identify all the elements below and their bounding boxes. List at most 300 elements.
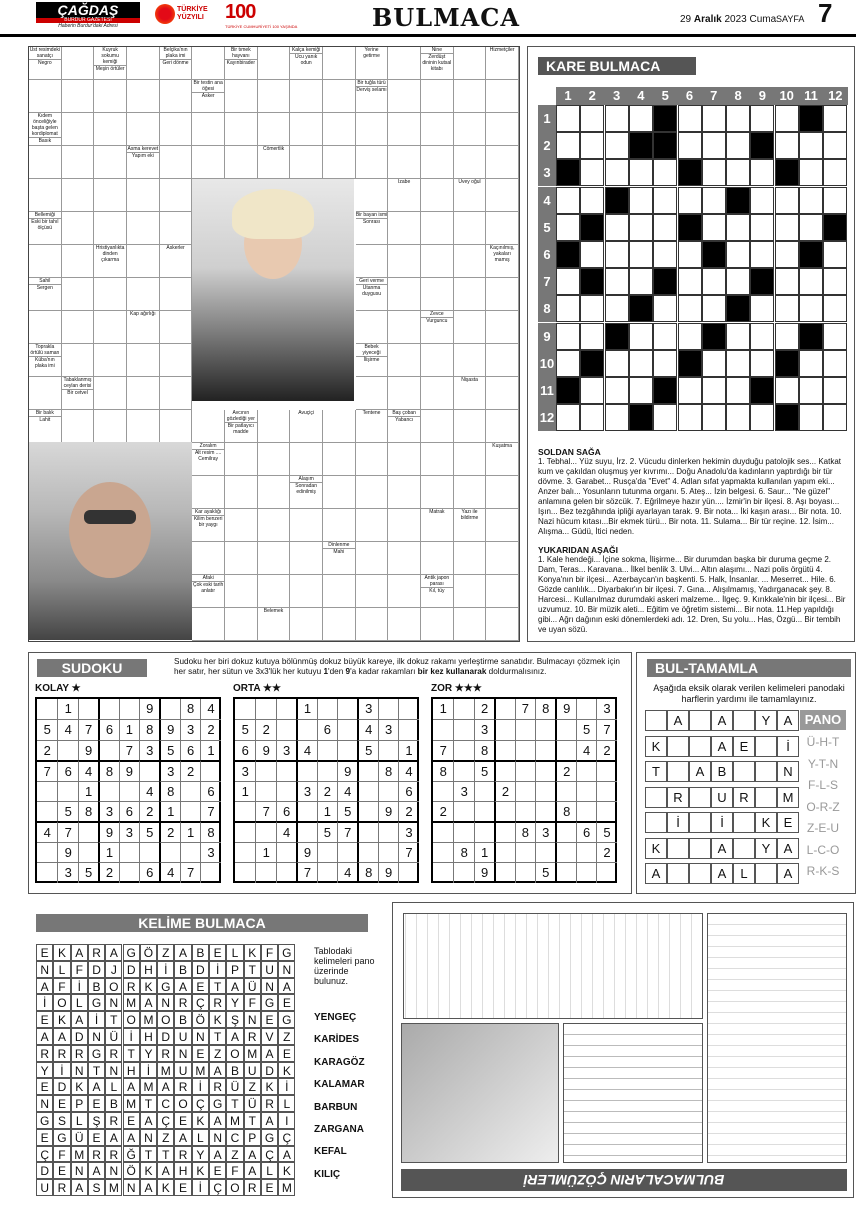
sudoku-empty-cell[interactable] [337,719,358,740]
word-search-letter[interactable]: A [105,1129,122,1146]
sudoku-empty-cell[interactable] [515,760,536,781]
kare-cell[interactable] [653,241,677,268]
crossword-cell[interactable] [486,542,519,575]
crossword-cell[interactable] [290,509,323,542]
word-search-letter[interactable]: E [88,1095,105,1112]
word-search-letter[interactable]: Ö [123,1162,140,1179]
word-search-letter[interactable]: A [174,978,191,995]
crossword-cell[interactable] [388,344,421,377]
crossword-cell[interactable] [290,113,323,146]
word-search-letter[interactable]: İ [53,1062,70,1079]
sudoku-empty-cell[interactable] [555,862,576,883]
bul-tamamla-empty[interactable] [689,838,711,859]
sudoku-empty-cell[interactable] [453,821,474,842]
crossword-cell[interactable] [258,476,291,509]
word-search-letter[interactable]: D [192,961,209,978]
crossword-cell[interactable] [290,542,323,575]
crossword-cell[interactable] [356,377,389,410]
crossword-cell[interactable] [127,179,160,212]
kare-cell[interactable] [823,377,847,404]
kare-cell[interactable] [605,377,629,404]
sudoku-empty-cell[interactable] [98,740,119,761]
sudoku-empty-cell[interactable] [296,760,317,781]
crossword-cell[interactable] [356,146,389,179]
word-search-letter[interactable]: J [105,961,122,978]
word-search-letter[interactable]: Y [36,1062,53,1079]
kare-cell[interactable] [556,187,580,214]
word-search-letter[interactable]: Ü [71,1129,88,1146]
word-search-letter[interactable]: N [88,1028,105,1045]
kare-cell[interactable] [580,132,604,159]
word-search-letter[interactable]: P [244,1129,261,1146]
word-search-letter[interactable]: Ö [192,1011,209,1028]
word-search-letter[interactable]: S [53,1112,70,1129]
sudoku-empty-cell[interactable] [453,760,474,781]
word-search-letter[interactable]: T [123,1045,140,1062]
sudoku-empty-cell[interactable] [255,862,276,883]
sudoku-empty-cell[interactable] [535,781,556,802]
word-search-letter[interactable]: H [174,1162,191,1179]
crossword-cell[interactable] [192,476,225,509]
word-search-letter[interactable]: Ç [157,1112,174,1129]
word-search-letter[interactable]: O [226,1179,243,1196]
word-search-letter[interactable]: Ş [88,1112,105,1129]
word-search-letter[interactable]: B [88,978,105,995]
sudoku-empty-cell[interactable] [576,760,597,781]
word-search-letter[interactable]: T [140,1146,157,1163]
kare-cell[interactable] [726,323,750,350]
crossword-cell[interactable] [486,179,519,212]
word-search-letter[interactable]: G [209,1095,226,1112]
sudoku-empty-cell[interactable] [37,781,58,802]
kare-cell[interactable] [580,159,604,186]
word-search-letter[interactable]: A [123,1078,140,1095]
word-search-letter[interactable]: F [71,961,88,978]
crossword-cell[interactable] [192,542,225,575]
kare-cell[interactable] [799,132,823,159]
crossword-cell[interactable] [486,278,519,311]
word-search-letter[interactable]: R [88,944,105,961]
word-search-letter[interactable]: A [244,1162,261,1179]
kare-cell[interactable] [605,159,629,186]
word-search-letter[interactable]: D [88,961,105,978]
crossword-cell[interactable] [62,344,95,377]
crossword-cell[interactable] [62,410,95,443]
kare-cell[interactable] [775,377,799,404]
sudoku-empty-cell[interactable] [515,781,536,802]
crossword-cell[interactable] [29,245,62,278]
crossword-cell[interactable] [454,212,487,245]
sudoku-empty-cell[interactable] [596,801,617,822]
word-search-letter[interactable]: R [53,1045,70,1062]
word-search-letter[interactable]: U [174,1062,191,1079]
crossword-cell[interactable] [160,311,193,344]
sudoku-empty-cell[interactable] [180,801,201,822]
crossword-cell[interactable] [356,542,389,575]
word-search-letter[interactable]: K [244,944,261,961]
kare-cell[interactable] [678,268,702,295]
crossword-cell[interactable] [421,179,454,212]
sudoku-empty-cell[interactable] [119,842,140,863]
word-search-letter[interactable]: G [36,1112,53,1129]
word-search-letter[interactable]: C [157,1095,174,1112]
kare-cell[interactable] [750,214,774,241]
crossword-cell[interactable] [454,344,487,377]
sudoku-empty-cell[interactable] [337,842,358,863]
crossword-cell[interactable] [192,608,225,641]
crossword-cell[interactable] [258,80,291,113]
crossword-cell[interactable] [454,278,487,311]
bul-tamamla-empty[interactable] [689,710,711,731]
crossword-cell[interactable] [454,146,487,179]
crossword-cell[interactable] [486,80,519,113]
bul-tamamla-empty[interactable] [689,812,711,833]
word-search-letter[interactable]: M [123,994,140,1011]
crossword-cell[interactable] [192,113,225,146]
crossword-cell[interactable] [323,410,356,443]
word-search-letter[interactable]: Ç [261,1146,278,1163]
kare-cell[interactable] [799,350,823,377]
word-search-letter[interactable]: R [88,1146,105,1163]
kare-cell[interactable] [750,350,774,377]
bul-tamamla-empty[interactable] [667,838,689,859]
kare-cell[interactable] [775,241,799,268]
crossword-cell[interactable] [225,476,258,509]
word-search-letter[interactable]: E [209,944,226,961]
kare-cell[interactable] [799,268,823,295]
crossword-cell[interactable] [127,80,160,113]
sudoku-empty-cell[interactable] [515,862,536,883]
kare-cell[interactable] [580,187,604,214]
bul-tamamla-empty[interactable] [755,736,777,757]
crossword-cell[interactable] [356,245,389,278]
kare-cell[interactable] [750,323,774,350]
sudoku-empty-cell[interactable] [235,821,256,842]
sudoku-empty-cell[interactable] [317,842,338,863]
crossword-cell[interactable] [62,146,95,179]
bul-tamamla-empty[interactable] [667,761,689,782]
kare-cell[interactable] [629,377,653,404]
word-search-letter[interactable]: İ [209,961,226,978]
bul-tamamla-empty[interactable] [733,838,755,859]
word-search-letter[interactable]: M [192,1062,209,1079]
word-search-letter[interactable]: M [226,1112,243,1129]
kare-cell[interactable] [605,350,629,377]
sudoku-empty-cell[interactable] [119,862,140,883]
word-search-letter[interactable]: T [244,1112,261,1129]
word-search-letter[interactable]: R [244,1028,261,1045]
crossword-cell[interactable] [421,113,454,146]
kare-cell[interactable] [556,214,580,241]
kare-cell[interactable] [702,187,726,214]
kare-cell[interactable] [775,132,799,159]
word-search-letter[interactable]: T [244,961,261,978]
bul-tamamla-empty[interactable] [645,787,667,808]
kare-cell[interactable] [678,377,702,404]
kare-cell[interactable] [702,105,726,132]
word-search-letter[interactable]: A [261,1112,278,1129]
sudoku-empty-cell[interactable] [555,821,576,842]
word-search-letter[interactable]: L [53,961,70,978]
word-search-letter[interactable]: K [140,1162,157,1179]
word-search-letter[interactable]: D [53,1078,70,1095]
word-search-letter[interactable]: D [157,1028,174,1045]
crossword-cell[interactable] [323,608,356,641]
word-search-letter[interactable]: K [53,944,70,961]
word-search-letter[interactable]: Ş [226,1011,243,1028]
kare-cell[interactable] [678,404,702,431]
kare-cell[interactable] [775,187,799,214]
word-search-letter[interactable]: N [105,1062,122,1079]
crossword-cell[interactable] [127,113,160,146]
word-search-letter[interactable]: İ [157,961,174,978]
sudoku-empty-cell[interactable] [139,760,160,781]
word-search-letter[interactable]: A [140,994,157,1011]
word-search-letter[interactable]: Z [157,1129,174,1146]
word-search-letter[interactable]: R [209,1078,226,1095]
word-search-letter[interactable]: Ü [105,1028,122,1045]
sudoku-empty-cell[interactable] [317,699,338,720]
bul-tamamla-empty[interactable] [689,787,711,808]
word-search-letter[interactable]: N [244,1011,261,1028]
sudoku-empty-cell[interactable] [398,699,419,720]
word-search-letter[interactable]: İ [192,1179,209,1196]
word-search-letter[interactable]: K [209,1011,226,1028]
crossword-cell[interactable] [388,608,421,641]
word-search-letter[interactable]: Z [157,944,174,961]
word-search-letter[interactable]: A [261,1045,278,1062]
kare-cell[interactable] [678,323,702,350]
word-search-letter[interactable]: M [244,1045,261,1062]
kare-cell[interactable] [799,159,823,186]
crossword-cell[interactable] [356,179,389,212]
word-search-letter[interactable]: N [174,1045,191,1062]
kare-cell[interactable] [605,132,629,159]
kare-cell[interactable] [556,105,580,132]
word-search-letter[interactable]: Ğ [123,1146,140,1163]
kare-cell[interactable] [556,404,580,431]
sudoku-empty-cell[interactable] [535,801,556,822]
crossword-cell[interactable] [62,278,95,311]
crossword-cell[interactable] [258,410,291,443]
word-search-letter[interactable]: N [105,1162,122,1179]
sudoku-empty-cell[interactable] [276,719,297,740]
crossword-cell[interactable] [454,113,487,146]
sudoku-empty-cell[interactable] [576,842,597,863]
crossword-cell[interactable] [421,608,454,641]
word-search-letter[interactable]: P [226,961,243,978]
sudoku-empty-cell[interactable] [296,719,317,740]
crossword-cell[interactable] [388,113,421,146]
sudoku-empty-cell[interactable] [596,760,617,781]
crossword-cell[interactable] [323,47,356,80]
sudoku-empty-cell[interactable] [576,862,597,883]
word-search-letter[interactable]: A [226,978,243,995]
kare-cell[interactable] [799,404,823,431]
bul-tamamla-empty[interactable] [667,863,689,884]
word-search-letter[interactable]: F [53,978,70,995]
word-search-letter[interactable]: N [36,1095,53,1112]
crossword-cell[interactable] [486,146,519,179]
crossword-cell[interactable] [454,542,487,575]
crossword-cell[interactable] [421,344,454,377]
kare-cell[interactable] [605,214,629,241]
word-search-letter[interactable]: Y [140,1045,157,1062]
crossword-cell[interactable] [160,344,193,377]
word-search-letter[interactable]: N [278,961,295,978]
sudoku-empty-cell[interactable] [453,862,474,883]
sudoku-empty-cell[interactable] [555,740,576,761]
word-search-letter[interactable]: N [71,1062,88,1079]
word-search-letter[interactable]: M [140,1078,157,1095]
sudoku-empty-cell[interactable] [433,821,454,842]
sudoku-empty-cell[interactable] [276,781,297,802]
crossword-cell[interactable] [388,80,421,113]
word-search-letter[interactable]: A [209,1062,226,1079]
word-search-letter[interactable]: T [105,1011,122,1028]
crossword-cell[interactable] [356,476,389,509]
word-search-letter[interactable]: A [140,1112,157,1129]
crossword-cell[interactable] [160,113,193,146]
kare-cell[interactable] [556,323,580,350]
sudoku-empty-cell[interactable] [555,719,576,740]
kare-cell[interactable] [726,214,750,241]
kare-cell[interactable] [823,323,847,350]
kare-cell[interactable] [823,268,847,295]
crossword-cell[interactable] [225,146,258,179]
crossword-cell[interactable] [454,575,487,608]
word-search-letter[interactable]: E [192,978,209,995]
word-search-letter[interactable]: A [71,1179,88,1196]
crossword-cell[interactable] [323,146,356,179]
sudoku-empty-cell[interactable] [494,842,515,863]
word-search-letter[interactable]: D [261,1062,278,1079]
crossword-cell[interactable] [290,575,323,608]
sudoku-empty-cell[interactable] [37,842,58,863]
sudoku-empty-cell[interactable] [398,862,419,883]
word-search-letter[interactable]: M [105,1179,122,1196]
word-search-letter[interactable]: E [278,1045,295,1062]
sudoku-empty-cell[interactable] [317,740,338,761]
crossword-cell[interactable] [388,377,421,410]
kare-cell[interactable] [726,159,750,186]
crossword-cell[interactable] [421,212,454,245]
kare-cell[interactable] [678,132,702,159]
kare-cell[interactable] [678,187,702,214]
sudoku-empty-cell[interactable] [433,719,454,740]
word-search-letter[interactable]: H [140,1028,157,1045]
word-search-letter[interactable]: R [105,1112,122,1129]
sudoku-empty-cell[interactable] [494,862,515,883]
word-search-letter[interactable]: K [278,1062,295,1079]
word-search-letter[interactable]: G [123,944,140,961]
word-search-letter[interactable]: H [140,961,157,978]
word-search-letter[interactable]: A [174,944,191,961]
word-search-letter[interactable]: R [174,994,191,1011]
word-search-letter[interactable]: Z [244,1078,261,1095]
kare-cell[interactable] [629,323,653,350]
sudoku-empty-cell[interactable] [337,740,358,761]
sudoku-empty-cell[interactable] [535,842,556,863]
word-search-letter[interactable]: L [278,1095,295,1112]
word-search-letter[interactable]: E [36,1011,53,1028]
word-search-letter[interactable]: T [209,978,226,995]
word-search-letter[interactable]: O [123,1011,140,1028]
word-search-letter[interactable]: G [261,1129,278,1146]
sudoku-empty-cell[interactable] [119,699,140,720]
kare-cell[interactable] [605,105,629,132]
crossword-cell[interactable] [127,377,160,410]
word-search-letter[interactable]: G [88,994,105,1011]
kare-cell[interactable] [629,159,653,186]
crossword-cell[interactable] [388,146,421,179]
kare-cell[interactable] [750,187,774,214]
kare-cell[interactable] [702,350,726,377]
sudoku-empty-cell[interactable] [398,719,419,740]
crossword-cell[interactable] [486,608,519,641]
word-search-letter[interactable]: O [105,978,122,995]
sudoku-empty-cell[interactable] [453,699,474,720]
crossword-cell[interactable] [454,410,487,443]
sudoku-empty-cell[interactable] [453,719,474,740]
crossword-cell[interactable] [323,509,356,542]
kare-cell[interactable] [702,132,726,159]
sudoku-empty-cell[interactable] [357,842,378,863]
crossword-cell[interactable] [94,311,127,344]
crossword-cell[interactable] [225,509,258,542]
word-search-letter[interactable]: L [261,1162,278,1179]
kare-cell[interactable] [678,241,702,268]
sudoku-empty-cell[interactable] [515,740,536,761]
crossword-cell[interactable] [356,608,389,641]
crossword-cell[interactable] [225,80,258,113]
word-search-letter[interactable]: İ [71,978,88,995]
word-search-letter[interactable]: A [278,978,295,995]
crossword-cell[interactable] [421,443,454,476]
sudoku-empty-cell[interactable] [337,699,358,720]
kare-cell[interactable] [629,187,653,214]
crossword-cell[interactable] [486,476,519,509]
crossword-cell[interactable] [388,278,421,311]
crossword-cell[interactable] [486,113,519,146]
sudoku-empty-cell[interactable] [37,801,58,822]
crossword-cell[interactable] [62,47,95,80]
sudoku-empty-cell[interactable] [576,781,597,802]
kare-cell[interactable] [823,105,847,132]
kare-cell[interactable] [775,295,799,322]
sudoku-empty-cell[interactable] [276,842,297,863]
word-search-letter[interactable]: M [140,1011,157,1028]
crossword-cell[interactable] [388,47,421,80]
sudoku-empty-cell[interactable] [255,699,276,720]
kare-cell[interactable] [556,350,580,377]
kare-cell[interactable] [678,105,702,132]
word-search-letter[interactable]: G [157,978,174,995]
sudoku-empty-cell[interactable] [378,821,399,842]
word-search-letter[interactable]: E [174,1179,191,1196]
word-search-letter[interactable]: F [53,1146,70,1163]
word-search-letter[interactable]: H [123,1062,140,1079]
word-search-letter[interactable]: T [226,1095,243,1112]
sudoku-empty-cell[interactable] [276,760,297,781]
word-search-letter[interactable]: R [123,978,140,995]
crossword-cell[interactable] [421,476,454,509]
word-search-letter[interactable]: A [278,1146,295,1163]
sudoku-empty-cell[interactable] [78,699,99,720]
kare-cell[interactable] [823,132,847,159]
word-search-letter[interactable]: T [157,1146,174,1163]
word-search-letter[interactable]: A [53,1028,70,1045]
